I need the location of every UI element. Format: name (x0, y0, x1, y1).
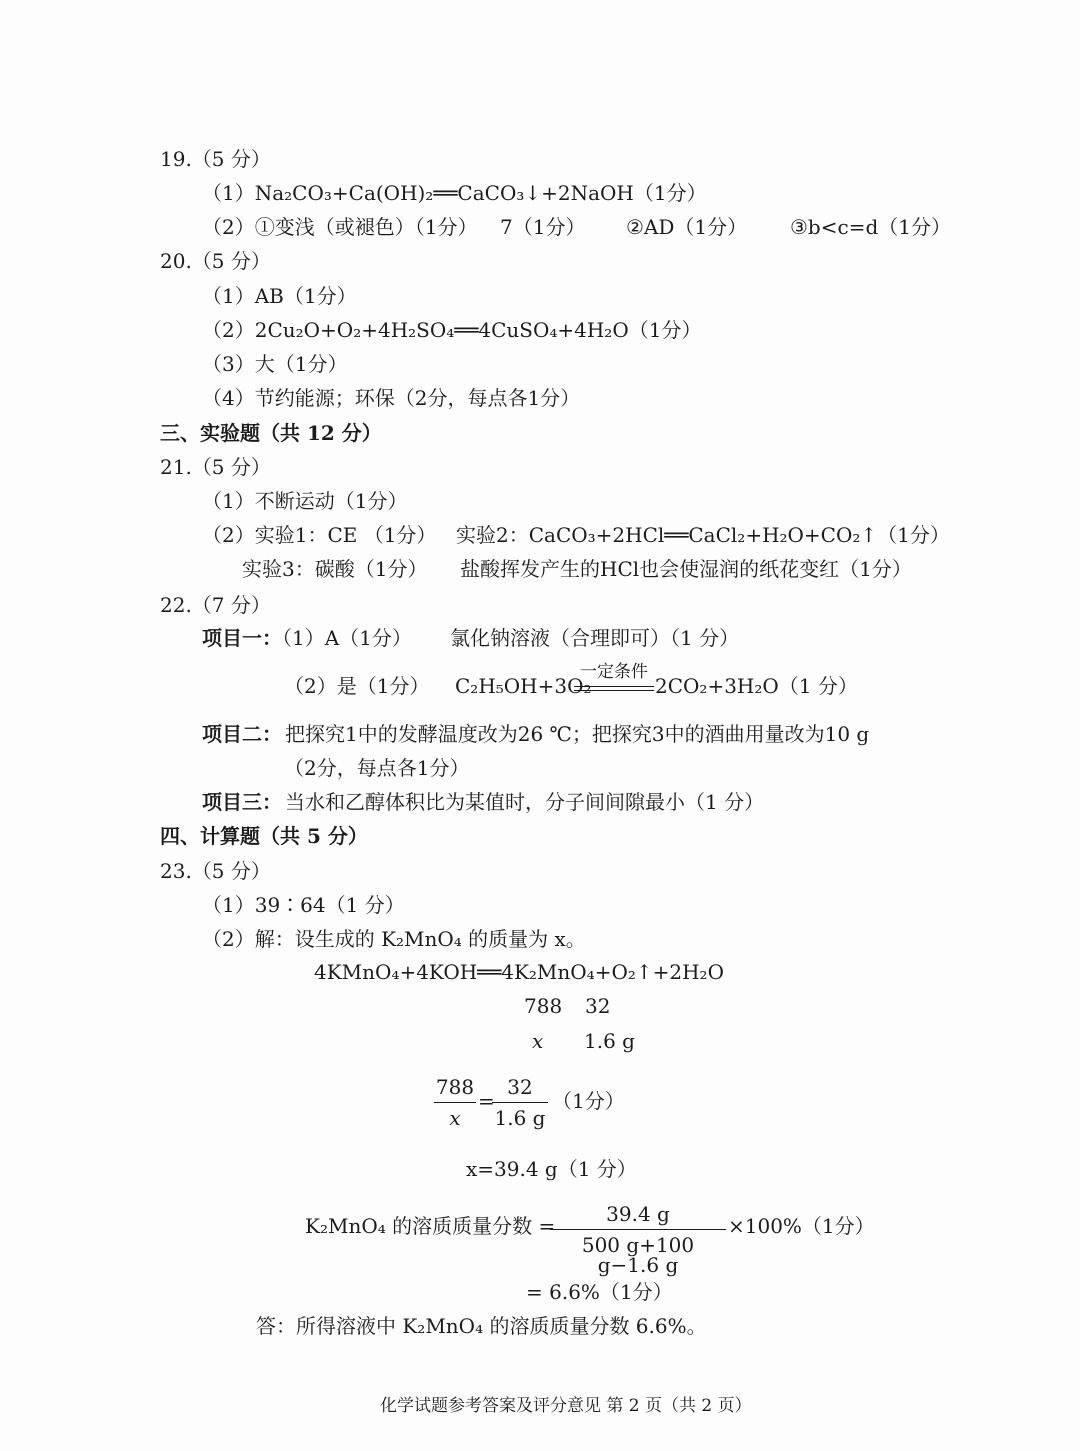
q23-molar-mass-2: 32 (585, 994, 611, 1018)
q20-part3: （3）大（1分） (202, 352, 348, 376)
q22-project2-note: （2分，每点各1分） (284, 756, 470, 780)
q23-fraction2-numerator: 32 (507, 1075, 533, 1099)
q22-equation-left: C₂H₅OH+3O₂ (455, 674, 592, 698)
q23-fraction1-denominator: x (449, 1106, 461, 1130)
q23-result: = 6.6%（1分） (526, 1280, 673, 1304)
q19-part2-c: ②AD（1分） (626, 215, 748, 239)
section3-heading: 三、实验题（共 12 分） (160, 421, 382, 445)
q22-equation-right: 2CO₂+3H₂O（1 分） (655, 674, 858, 698)
q19-part2-a: （2）①变浅（或褪色）（1分） (202, 215, 478, 239)
q22-project1-part1-a: （1）A（1分） (272, 626, 412, 650)
q22-project1-part2-a: （2）是（1分） (284, 674, 430, 698)
q23-fraction-score: （1分） (552, 1089, 625, 1113)
q20-part2: （2）2Cu₂O+O₂+4H₂SO₄══4CuSO₄+4H₂O（1分） (202, 318, 702, 342)
q23-solution-x: x=39.4 g（1 分） (466, 1157, 637, 1181)
q22-project1-part1-b: 氯化钠溶液（合理即可）（1 分） (450, 626, 740, 650)
q19-part2-d: ③b<c=d（1分） (790, 215, 951, 239)
q22-project2-label: 项目二： (202, 722, 282, 746)
q21-part1: （1）不断运动（1分） (202, 489, 408, 513)
q23-reaction-equation: 4KMnO₄+4KOH══4K₂MnO₄+O₂↑+2H₂O (314, 960, 724, 984)
q21-heading: 21.（5 分） (160, 455, 271, 479)
q20-heading: 20.（5 分） (160, 249, 271, 273)
q22-heading: 22.（7 分） (160, 593, 271, 617)
q23-molar-mass-1: 788 (524, 994, 563, 1018)
q23-part2: （2）解：设生成的 K₂MnO₄ 的质量为 x。 (202, 927, 586, 951)
q23-fraction3-label: K₂MnO₄ 的溶质质量分数 = (305, 1214, 556, 1238)
q23-final-answer: 答：所得溶液中 K₂MnO₄ 的溶质质量分数 6.6%。 (256, 1314, 707, 1338)
q22-equation-condition: 一定条件 (580, 662, 648, 682)
q20-part4: （4）节约能源；环保（2分，每点各1分） (202, 386, 581, 410)
q21-part3-a: 实验3：碳酸（1分） (242, 557, 428, 581)
q19-part2-b: 7（1分） (500, 215, 586, 239)
q19-heading: 19.（5 分） (160, 147, 271, 171)
q23-equals-sign: = (478, 1089, 495, 1113)
q19-part1: （1）Na₂CO₃+Ca(OH)₂══CaCO₃↓+2NaOH（1分） (202, 181, 707, 205)
page-footer: 化学试题参考答案及评分意见 第 2 页（共 2 页） (380, 1396, 752, 1416)
q23-heading: 23.（5 分） (160, 859, 271, 883)
q23-fraction3-bar (550, 1229, 726, 1230)
q22-project3-text: 当水和乙醇体积比为某值时，分子间间隙最小（1 分） (285, 790, 765, 814)
q23-fraction2-bar (492, 1102, 548, 1103)
q22-equation-arrow-line-2 (574, 690, 654, 691)
q23-unknown-x: x (532, 1029, 544, 1053)
q22-equation-arrow-line (574, 686, 654, 687)
q23-fraction1-numerator: 788 (435, 1075, 475, 1099)
q21-part2-b: 实验2：CaCO₃+2HCl══CaCl₂+H₂O+CO₂↑（1分） (456, 523, 950, 547)
q23-part1: （1）39∶64（1 分） (202, 893, 405, 917)
q20-part1: （1）AB（1分） (202, 284, 357, 308)
q21-part3-b: 盐酸挥发产生的HCl也会使湿润的纸花变红（1分） (460, 557, 912, 581)
q23-fraction2-denominator: 1.6 g (494, 1106, 546, 1130)
q23-fraction3-tail: ×100%（1分） (728, 1214, 875, 1238)
q22-project3-label: 项目三： (202, 790, 282, 814)
q22-project1-label: 项目一： (202, 626, 282, 650)
q23-fraction3-numerator: 39.4 g (606, 1202, 670, 1226)
q22-project2-text: 把探究1中的发酵温度改为26 ℃；把探究3中的酒曲用量改为10 g (285, 722, 870, 746)
section4-heading: 四、计算题（共 5 分） (160, 824, 368, 848)
q23-fraction3-denominator: 500 g+100 g−1.6 g (581, 1233, 695, 1277)
q21-part2-a: （2）实验1：CE （1分） (202, 523, 437, 547)
q23-known-mass: 1.6 g (584, 1029, 635, 1053)
q23-fraction1-bar (434, 1102, 476, 1103)
